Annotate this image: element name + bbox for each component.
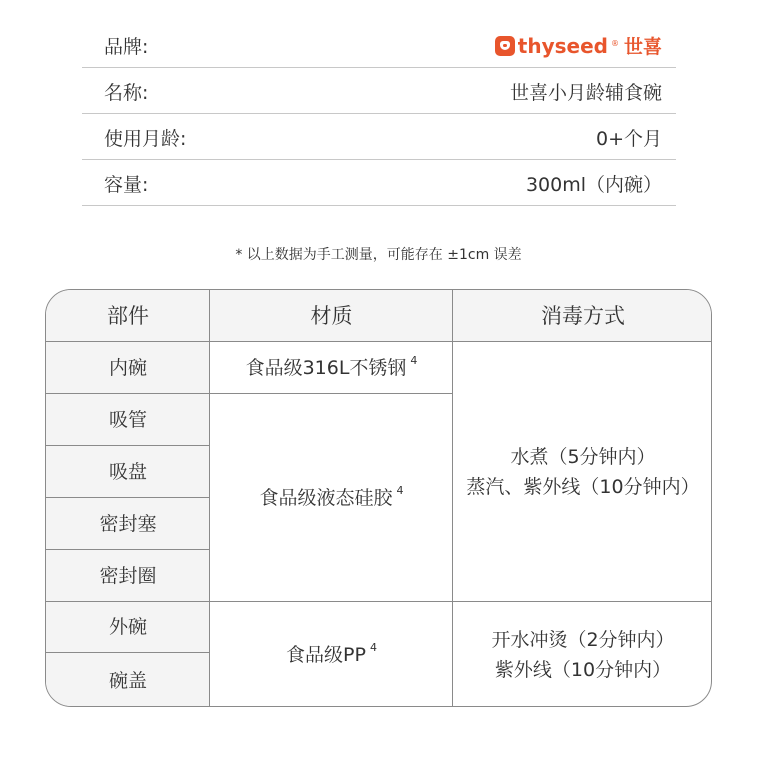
column-divider (452, 290, 453, 707)
material-table (45, 289, 712, 707)
spec-row-age (82, 116, 676, 160)
disinfection-line: 水煮（5分钟内） (510, 445, 656, 468)
material-steel (210, 342, 453, 393)
capacity-label: 容量: (104, 174, 149, 196)
part-cell: 碗盖 (46, 653, 210, 707)
row-divider (210, 393, 453, 394)
capacity-value: 300ml（内碗） (525, 174, 662, 196)
column-divider (209, 290, 210, 707)
row-divider (46, 549, 210, 550)
material-pp-text: 食品级PP (286, 644, 366, 666)
disinfection-line: 蒸汽、紫外线（10分钟内） (466, 475, 700, 498)
row-divider (46, 497, 210, 498)
brand-registered-mark: ® (610, 39, 619, 48)
age-value: 0+个月 (595, 128, 662, 150)
brand-label: 品牌: (104, 36, 149, 58)
brand-logo-text: thyseed (517, 33, 608, 58)
part-cell: 密封塞 (46, 498, 210, 549)
name-label: 名称: (104, 82, 149, 104)
part-cell: 吸管 (46, 394, 210, 445)
footnote-mark: 4 (396, 483, 404, 497)
spec-row-name (82, 70, 676, 114)
footnote-mark: 4 (369, 641, 377, 654)
age-label: 使用月龄: (104, 128, 187, 150)
part-cell: 外碗 (46, 602, 210, 652)
material-silicone-text: 食品级液态硅胶 (259, 486, 393, 509)
part-cell: 吸盘 (46, 446, 210, 497)
name-value: 世喜小月龄辅食碗 (509, 82, 662, 104)
bear-face-icon (495, 36, 515, 56)
measurement-note: * 以上数据为手工测量，可能存在 ±1cm 误差 (235, 247, 522, 263)
part-cell: 内碗 (46, 342, 210, 393)
disinfection-group-1 (453, 342, 712, 601)
header-material: 材质 (210, 290, 453, 341)
header-part: 部件 (46, 290, 210, 341)
header-disinfection: 消毒方式 (453, 290, 712, 341)
spec-row-brand (82, 24, 676, 68)
material-steel-text: 食品级316L不锈钢 (245, 356, 407, 379)
disinfection-group-2 (453, 602, 712, 707)
disinfection-line: 紫外线（10分钟内） (494, 659, 672, 681)
material-silicone (210, 394, 453, 601)
disinfection-line: 开水冲烫（2分钟内） (491, 629, 675, 651)
row-divider (46, 652, 210, 653)
footnote-mark: 4 (410, 353, 418, 367)
part-cell: 密封圈 (46, 550, 210, 601)
row-divider (46, 601, 712, 602)
row-divider (46, 393, 210, 394)
material-pp (210, 602, 453, 707)
spec-list (82, 24, 676, 206)
header-divider (46, 341, 712, 342)
spec-row-capacity (82, 162, 676, 206)
brand-logo (495, 32, 662, 59)
row-divider (46, 445, 210, 446)
brand-logo-chinese: 世喜 (623, 36, 662, 58)
